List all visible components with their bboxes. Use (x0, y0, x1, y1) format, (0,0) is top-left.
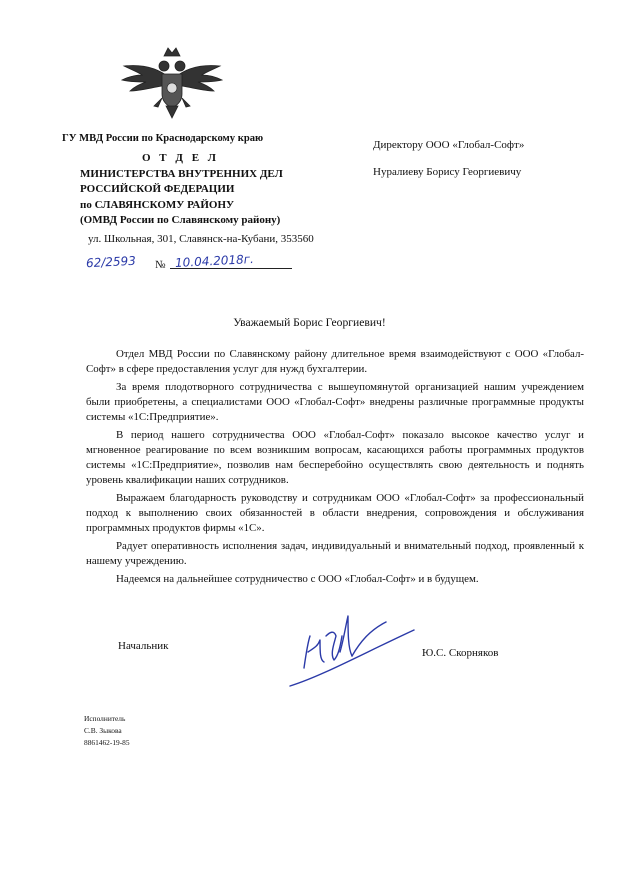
department-line: по СЛАВЯНСКОМУ РАЙОНУ (80, 198, 235, 211)
recipient-name: Нуралиеву Борису Георгиевичу (373, 166, 522, 178)
department-title: О Т Д Е Л (142, 152, 219, 164)
body-paragraph: В период нашего сотрудничества ООО «Глобал-Софт» показало высокое качество услуг и мгновенное реагирование по всем возникшим вопросам, касающихся работы программных продуктов системы «1С:Предприятие», позволив нам бесперебойно осуществлять свою деятельность и поднять уровень квалификации наших сотрудников. (86, 429, 584, 486)
department-address: ул. Школьная, 301, Славянск-на-Кубани, 353560 (88, 233, 314, 245)
body-paragraph: Отдел МВД России по Славянскому району длительное время взаимодействуют с ООО «Глобал-Софт» в сфере предоставления услуг для нужд бухгалтерии. (86, 348, 584, 375)
department-line: МИНИСТЕРСТВА ВНУТРЕННИХ ДЕЛ (80, 167, 283, 180)
executor-block (84, 713, 130, 749)
letter-body (86, 347, 584, 590)
signatory-name: Ю.С. Скорняков (422, 647, 499, 659)
registration-underline (170, 268, 292, 269)
department-line: РОССИЙСКОЙ ФЕДЕРАЦИИ (80, 183, 235, 195)
registration-date: 10.04.2018г. (174, 251, 255, 271)
signatory-title: Начальник (118, 640, 169, 652)
emblem-icon (118, 42, 226, 124)
salutation: Уважаемый Борис Георгиевич! (233, 316, 386, 329)
number-sign: № (155, 259, 166, 271)
body-paragraph: За время плодотворного сотрудничества с вышеупомянутой организацией нашим учреждением были приобретены, а специалистами ООО «Глобал-Софт» внедрены различные программные продукты системы «1С:Предприятие». (86, 381, 584, 423)
registration-number: 62/2593 (85, 253, 137, 271)
organization-line: ГУ МВД России по Краснодарскому краю (62, 133, 264, 144)
executor-name: С.В. Зыкова (84, 726, 122, 735)
executor-label: Исполнитель (84, 714, 126, 723)
handwritten-signature (282, 596, 417, 694)
body-paragraph: Надеемся на дальнейшее сотрудничество с ООО «Глобал-Софт» и в будущем. (116, 573, 479, 585)
body-paragraph: Выражаем благодарность руководству и сотрудникам ООО «Глобал-Софт» за профессиональный подход к выполнению своих обязанностей в области внедрения, сопровождения и обслуживания программных продуктов фирмы «1С». (86, 492, 584, 534)
body-paragraph: Радует оперативность исполнения задач, индивидуальный и внимательный подход, проявленный к нашему учреждению. (86, 540, 584, 567)
executor-phone: 8861462-19-85 (84, 738, 130, 747)
department-header (80, 151, 283, 229)
recipient-position: Директору ООО «Глобал-Софт» (373, 139, 525, 151)
department-line: (ОМВД России по Славянскому району) (80, 214, 281, 226)
